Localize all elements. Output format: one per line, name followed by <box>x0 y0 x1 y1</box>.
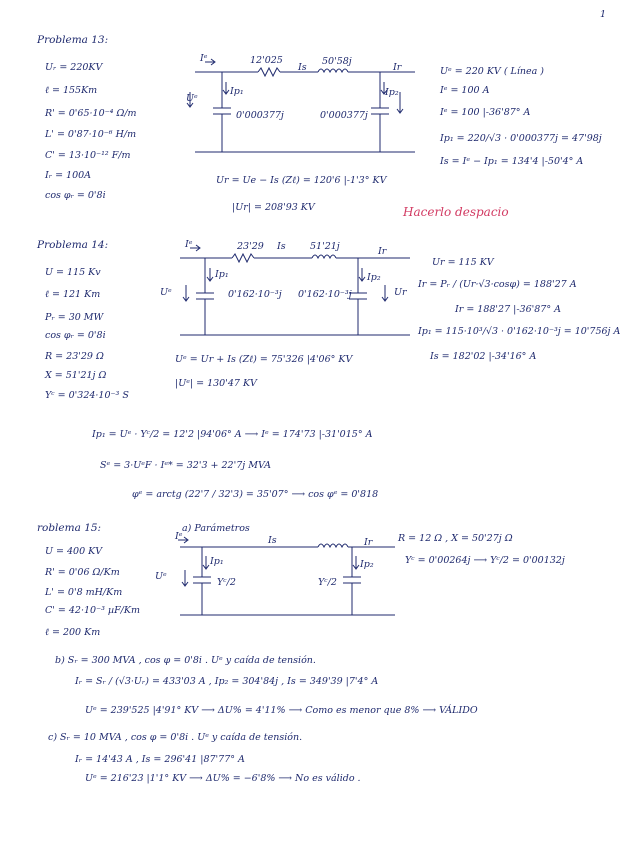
p13-title: Problema 13: <box>37 34 109 46</box>
p15-circ-ir: Ir <box>364 537 373 548</box>
p13-right-0: Uᵉ = 220 KV ( Línea ) <box>440 66 545 77</box>
p15-b-line1: Iᵣ = Sᵣ / (√3·Uᵣ) = 433'03 A , Ip₂ = 304'84j , Is = 349'39 |7'4° A <box>75 676 379 687</box>
p15-given-4: ℓ = 200 Km <box>45 627 101 638</box>
p13-note: Hacerlo despacio <box>403 205 509 219</box>
p14-circ-c1: 0'162·10⁻³j <box>228 289 282 300</box>
p15-circ-ue: Uᵉ <box>155 571 167 582</box>
p13-circ-ip2: Ip₂ <box>385 87 399 98</box>
p14-circ-ue: Uᵉ <box>160 287 172 298</box>
p13-right-3: Ip₁ = 220/√3 · 0'000377j = 47'98j <box>440 133 602 144</box>
p13-given-3: L' = 0'87·10⁻⁶ H/m <box>45 129 137 140</box>
p13-given-0: Uᵣ = 220KV <box>45 62 103 73</box>
p14-result-phi: φᵉ = arctg (22'7 / 32'3) = 35'07° ⟶ cos φᵉ = 0'818 <box>132 489 379 500</box>
p13-circ-ie: Iᵉ <box>200 53 208 64</box>
p14-circuit <box>180 245 410 335</box>
p15-circ-ip1: Ip₁ <box>210 556 224 567</box>
p13-circ-is: Is <box>298 62 307 73</box>
p14-given-1: ℓ = 121 Km <box>45 289 101 300</box>
p15-right-1: Yᶜ = 0'00264j ⟶ Yᶜ/2 = 0'00132j <box>405 555 565 566</box>
p13-result-ur-mag: |Ur| = 208'93 KV <box>232 202 315 213</box>
p15-sub-a: a) Parámetros <box>182 523 250 534</box>
p15-c-head: c) Sᵣ = 10 MVA , cos φ = 0'8i . Uᵉ y caída de tensión. <box>48 732 303 743</box>
p14-right-3: Ip₁ = 115·10³/√3 · 0'162·10⁻³j = 10'756j A <box>418 326 621 337</box>
p14-given-3: cos φᵣ = 0'8i <box>45 330 106 341</box>
p14-right-1: Ir = Pᵣ / (Ur·√3·cosφ) = 188'27 A <box>418 279 577 290</box>
p13-right-2: Iᵉ = 100 |-36'87° A <box>440 107 531 118</box>
p13-circ-x: 50'58j <box>322 56 352 67</box>
p15-c-line1: Iᵣ = 14'43 A , Is = 296'41 |87'77° A <box>75 754 245 765</box>
p13-right-1: Iᵉ = 100 A <box>440 85 490 96</box>
p13-given-4: C' = 13·10⁻¹² F/m <box>45 150 131 161</box>
p14-title: Problema 14: <box>37 239 109 251</box>
p14-circ-x: 51'21j <box>310 241 340 252</box>
p14-circ-ip1: Ip₁ <box>215 269 229 280</box>
p15-given-0: U = 400 KV <box>45 546 103 557</box>
p14-given-6: Yᶜ = 0'324·10⁻³ S <box>45 390 129 401</box>
p14-result-ue-mag: |Uᵉ| = 130'47 KV <box>175 378 257 389</box>
p14-result-ue: Uᵉ = Ur + Is (Zℓ) = 75'326 |4'06° KV <box>175 354 353 365</box>
p14-result-ip1: Ip₁ = Uᵉ · Yᶜ/2 = 12'2 |94'06° A ⟶ Iᵉ = 174'73 |-31'015° A <box>92 429 373 440</box>
p13-circ-ir: Ir <box>393 62 402 73</box>
p14-right-4: Is = 182'02 |-34'16° A <box>430 351 537 362</box>
p13-result-ur: Ur = Ue − Is (Zℓ) = 120'6 |-1'3° KV <box>216 175 387 186</box>
p15-given-2: L' = 0'8 mH/Km <box>45 587 123 598</box>
p15-circ-c2: Yᶜ/2 <box>318 577 337 588</box>
p14-given-5: X = 51'21j Ω <box>45 370 107 381</box>
p13-given-1: ℓ = 155Km <box>45 85 98 96</box>
p14-right-0: Ur = 115 KV <box>432 257 494 268</box>
p13-given-6: cos φᵣ = 0'8i <box>45 190 106 201</box>
p15-circ-is: Is <box>268 535 277 546</box>
p14-circ-ie: Iᵉ <box>185 239 193 250</box>
p13-given-2: R' = 0'65·10⁻⁴ Ω/m <box>45 108 137 119</box>
p15-b-head: b) Sᵣ = 300 MVA , cos φ = 0'8i . Uᵉ y caída de tensión. <box>55 655 316 666</box>
p14-circ-c2: 0'162·10⁻³j <box>298 289 352 300</box>
p15-c-line2: Uᵉ = 216'23 |1'1° KV ⟶ ΔU% = −6'8% ⟶ No es válido . <box>85 773 361 784</box>
p15-given-1: R' = 0'06 Ω/Km <box>45 567 120 578</box>
p14-circ-ip2: Ip₂ <box>367 272 381 283</box>
p15-title: roblema 15: <box>37 522 102 534</box>
p13-circ-c2: 0'000377j <box>320 110 368 121</box>
p15-circ-c1: Yᶜ/2 <box>217 577 236 588</box>
p14-circ-is: Is <box>277 241 286 252</box>
p13-circ-c1: 0'000377j <box>236 110 284 121</box>
p14-result-se: Sᵉ = 3·UᵉF · Iᵉ* = 32'3 + 22'7j MVA <box>100 460 272 471</box>
p14-circ-ur: Ur <box>394 287 407 298</box>
p14-circ-ir: Ir <box>378 246 387 257</box>
p14-given-2: Pᵣ = 30 MW <box>45 312 104 323</box>
page-marker: 1 <box>600 9 607 20</box>
p15-circuit <box>178 537 395 615</box>
p14-given-4: R = 23'29 Ω <box>45 351 104 362</box>
p15-given-3: C' = 42·10⁻³ µF/Km <box>45 605 140 616</box>
p14-circ-r: 23'29 <box>237 241 264 252</box>
p15-circ-ie: Iᵉ <box>175 531 183 542</box>
p13-right-4: Is = Iᵉ − Ip₁ = 134'4 |-50'4° A <box>440 156 584 167</box>
p15-circ-ip2: Ip₂ <box>360 559 374 570</box>
p15-b-line2: Uᵉ = 239'525 |4'91° KV ⟶ ΔU% = 4'11% ⟶ Como es menor que 8% ⟶ VÁLIDO <box>85 705 478 716</box>
p13-circ-ue: Uᵉ <box>186 93 198 104</box>
p13-circ-r: 12'025 <box>250 55 283 66</box>
p13-circ-ip1: Ip₁ <box>230 86 244 97</box>
p15-right-0: R = 12 Ω , X = 50'27j Ω <box>398 533 513 544</box>
p13-given-5: Iᵣ = 100A <box>45 170 92 181</box>
p14-given-0: U = 115 Kv <box>45 267 101 278</box>
p14-right-2: Ir = 188'27 |-36'87° A <box>455 304 561 315</box>
